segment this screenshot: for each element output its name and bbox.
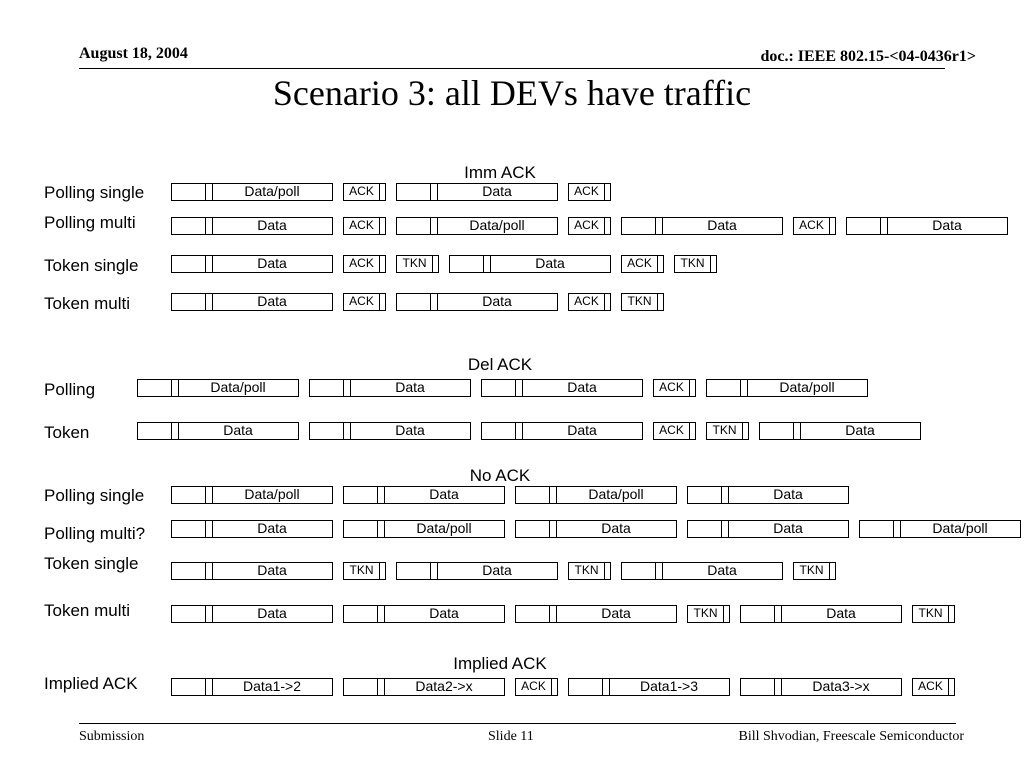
frame-label: TKN bbox=[402, 256, 427, 270]
frame-field-divider bbox=[430, 563, 431, 579]
frame-label: Data bbox=[601, 605, 631, 621]
frame-label: Data/poll bbox=[210, 379, 266, 395]
frame-field-divider bbox=[604, 218, 605, 234]
section-heading: No ACK bbox=[469, 466, 531, 485]
frame-label: Data bbox=[482, 183, 512, 199]
token-frame bbox=[706, 422, 749, 440]
row-label: Implied ACK bbox=[44, 674, 138, 693]
section-heading: Implied ACK bbox=[453, 654, 547, 673]
token-frame bbox=[396, 255, 439, 273]
footer-submission: Submission bbox=[79, 729, 145, 744]
frame-label: Data bbox=[429, 486, 459, 502]
token-frame bbox=[343, 562, 386, 580]
row-label: Token single bbox=[44, 256, 139, 275]
data-frame bbox=[621, 217, 783, 235]
row-label: Polling single bbox=[44, 183, 145, 202]
frame-field-divider bbox=[171, 380, 172, 396]
row-label: Polling bbox=[44, 380, 96, 399]
frame-label: ACK bbox=[574, 218, 599, 232]
frame-label: Data1->3 bbox=[640, 678, 698, 694]
frame-field-divider bbox=[880, 218, 881, 234]
frame-label: Data bbox=[257, 255, 287, 271]
ack-frame bbox=[515, 678, 558, 696]
frame-label: Data bbox=[845, 422, 875, 438]
frame-label: Data bbox=[257, 217, 287, 233]
frame-field-divider bbox=[377, 521, 378, 537]
frame-label: ACK bbox=[349, 218, 374, 232]
frame-field-divider bbox=[379, 218, 380, 234]
frame-field-divider bbox=[205, 606, 206, 622]
frame-field-divider bbox=[205, 218, 206, 234]
frame-field-divider bbox=[829, 218, 830, 234]
frame-field-divider bbox=[430, 218, 431, 234]
frame-field-divider bbox=[723, 606, 724, 622]
frame-field-divider bbox=[432, 256, 433, 272]
frame-label: ACK bbox=[349, 256, 374, 270]
data-frame bbox=[343, 520, 505, 538]
frame-field-divider bbox=[379, 256, 380, 272]
data-frame bbox=[515, 605, 677, 623]
frame-label: Data/poll bbox=[244, 486, 300, 502]
frame-label: Data bbox=[567, 379, 597, 395]
token-frame bbox=[568, 562, 611, 580]
data-frame bbox=[171, 678, 333, 696]
data-frame bbox=[171, 605, 333, 623]
section-heading: Imm ACK bbox=[464, 163, 536, 182]
data-frame bbox=[515, 486, 677, 504]
frame-field-divider bbox=[205, 184, 206, 200]
frame-label: TKN bbox=[918, 606, 943, 620]
frame-label: Data bbox=[707, 562, 737, 578]
data-frame bbox=[740, 678, 902, 696]
data-frame bbox=[515, 520, 677, 538]
frame-field-divider bbox=[377, 487, 378, 503]
ack-frame bbox=[343, 217, 386, 235]
frame-label: Data bbox=[707, 217, 737, 233]
frame-field-divider bbox=[379, 563, 380, 579]
frame-label: Data bbox=[567, 422, 597, 438]
ack-frame bbox=[621, 255, 664, 273]
data-frame bbox=[621, 562, 783, 580]
data-frame bbox=[171, 217, 333, 235]
frame-label: TKN bbox=[693, 606, 718, 620]
ack-frame bbox=[912, 678, 955, 696]
token-frame bbox=[687, 605, 730, 623]
row-label: Polling single bbox=[44, 486, 145, 505]
frame-label: Data/poll bbox=[932, 520, 988, 536]
frame-field-divider bbox=[689, 380, 690, 396]
header-rule bbox=[79, 68, 945, 69]
frame-label: Data/poll bbox=[469, 217, 525, 233]
frame-label: Data3->x bbox=[812, 678, 870, 694]
frame-field-divider bbox=[343, 423, 344, 439]
slide-title: Scenario 3: all DEVs have traffic bbox=[272, 73, 752, 113]
frame-label: Data/poll bbox=[588, 486, 644, 502]
frame-label: Data bbox=[482, 293, 512, 309]
header-doc-id: doc.: IEEE 802.15-<04-0436r1> bbox=[760, 48, 976, 65]
data-frame bbox=[137, 422, 299, 440]
frame-label: Data2->x bbox=[415, 678, 473, 694]
frame-field-divider bbox=[205, 563, 206, 579]
token-frame bbox=[674, 255, 717, 273]
frame-field-divider bbox=[721, 487, 722, 503]
frame-label: TKN bbox=[627, 294, 652, 308]
frame-field-divider bbox=[655, 563, 656, 579]
frame-field-divider bbox=[604, 184, 605, 200]
frame-field-divider bbox=[343, 380, 344, 396]
frame-field-divider bbox=[657, 256, 658, 272]
data-frame bbox=[396, 293, 558, 311]
frame-field-divider bbox=[171, 423, 172, 439]
data-frame bbox=[687, 520, 849, 538]
frame-field-divider bbox=[740, 380, 741, 396]
frame-label: Data/poll bbox=[416, 520, 472, 536]
frame-label: ACK bbox=[799, 218, 824, 232]
frame-field-divider bbox=[483, 256, 484, 272]
frame-field-divider bbox=[515, 380, 516, 396]
ack-frame bbox=[343, 293, 386, 311]
data-frame bbox=[568, 678, 730, 696]
frame-field-divider bbox=[377, 606, 378, 622]
frame-label: Data bbox=[429, 605, 459, 621]
row-label: Token multi bbox=[44, 601, 130, 620]
frame-field-divider bbox=[710, 256, 711, 272]
frame-label: ACK bbox=[659, 380, 684, 394]
frame-label: Data bbox=[932, 217, 962, 233]
footer-author: Bill Shvodian, Freescale Semiconductor bbox=[738, 729, 964, 744]
frame-label: ACK bbox=[627, 256, 652, 270]
frame-field-divider bbox=[379, 294, 380, 310]
data-frame bbox=[171, 255, 333, 273]
frame-field-divider bbox=[655, 218, 656, 234]
frame-field-divider bbox=[948, 606, 949, 622]
data-frame bbox=[343, 678, 505, 696]
frame-field-divider bbox=[205, 487, 206, 503]
frame-field-divider bbox=[549, 521, 550, 537]
frame-label: Data bbox=[773, 486, 803, 502]
frame-field-divider bbox=[205, 679, 206, 695]
data-frame bbox=[449, 255, 611, 273]
frame-field-divider bbox=[721, 521, 722, 537]
frame-label: Data bbox=[535, 255, 565, 271]
data-frame bbox=[740, 605, 902, 623]
data-frame bbox=[846, 217, 1008, 235]
frame-field-divider bbox=[774, 606, 775, 622]
frame-field-divider bbox=[774, 679, 775, 695]
frame-field-divider bbox=[829, 563, 830, 579]
data-frame bbox=[396, 562, 558, 580]
frame-label: TKN bbox=[574, 563, 599, 577]
frame-label: TKN bbox=[349, 563, 374, 577]
frame-field-divider bbox=[948, 679, 949, 695]
frame-label: ACK bbox=[918, 679, 943, 693]
frame-label: Data/poll bbox=[779, 379, 835, 395]
frame-field-divider bbox=[549, 606, 550, 622]
frame-label: ACK bbox=[574, 294, 599, 308]
data-frame bbox=[706, 379, 868, 397]
frame-field-divider bbox=[551, 679, 552, 695]
data-frame bbox=[171, 293, 333, 311]
frame-label: TKN bbox=[712, 423, 737, 437]
ack-frame bbox=[343, 255, 386, 273]
frame-field-divider bbox=[205, 521, 206, 537]
token-frame bbox=[621, 293, 664, 311]
frame-field-divider bbox=[604, 563, 605, 579]
frame-field-divider bbox=[604, 294, 605, 310]
frame-label: ACK bbox=[659, 423, 684, 437]
data-frame bbox=[171, 520, 333, 538]
data-frame bbox=[137, 379, 299, 397]
frame-field-divider bbox=[689, 423, 690, 439]
data-frame bbox=[481, 422, 643, 440]
row-label: Token bbox=[44, 423, 90, 442]
token-frame bbox=[793, 562, 836, 580]
data-frame bbox=[171, 183, 333, 201]
row-label: Token single bbox=[44, 554, 139, 573]
frame-field-divider bbox=[515, 423, 516, 439]
data-frame bbox=[171, 562, 333, 580]
data-frame bbox=[309, 422, 471, 440]
data-frame bbox=[343, 486, 505, 504]
section-heading: Del ACK bbox=[467, 355, 533, 374]
data-frame bbox=[343, 605, 505, 623]
row-label: Polling multi? bbox=[44, 524, 146, 543]
frame-label: Data bbox=[395, 422, 425, 438]
data-frame bbox=[481, 379, 643, 397]
frame-field-divider bbox=[602, 679, 603, 695]
frame-field-divider bbox=[379, 184, 380, 200]
frame-label: Data bbox=[482, 562, 512, 578]
frame-label: Data bbox=[257, 605, 287, 621]
frame-field-divider bbox=[205, 294, 206, 310]
frame-label: ACK bbox=[521, 679, 546, 693]
frame-field-divider bbox=[430, 294, 431, 310]
frame-label: Data bbox=[257, 562, 287, 578]
token-frame bbox=[912, 605, 955, 623]
row-label: Polling multi bbox=[44, 213, 136, 232]
data-frame bbox=[396, 217, 558, 235]
frame-label: Data bbox=[257, 520, 287, 536]
frame-label: TKN bbox=[680, 256, 705, 270]
frame-label: Data bbox=[257, 293, 287, 309]
frame-field-divider bbox=[205, 256, 206, 272]
frame-field-divider bbox=[430, 184, 431, 200]
frame-label: Data1->2 bbox=[243, 678, 301, 694]
frame-field-divider bbox=[742, 423, 743, 439]
frame-label: Data bbox=[601, 520, 631, 536]
data-frame bbox=[171, 486, 333, 504]
frame-label: Data/poll bbox=[244, 183, 300, 199]
frame-label: Data bbox=[773, 520, 803, 536]
frame-label: Data bbox=[395, 379, 425, 395]
ack-frame bbox=[568, 293, 611, 311]
data-frame bbox=[859, 520, 1021, 538]
frame-label: Data bbox=[826, 605, 856, 621]
ack-frame bbox=[653, 379, 696, 397]
frame-field-divider bbox=[893, 521, 894, 537]
header-date: August 18, 2004 bbox=[79, 45, 188, 62]
frame-field-divider bbox=[657, 294, 658, 310]
frame-field-divider bbox=[549, 487, 550, 503]
ack-frame bbox=[343, 183, 386, 201]
footer-rule bbox=[79, 723, 956, 724]
ack-frame bbox=[568, 217, 611, 235]
frame-label: ACK bbox=[349, 294, 374, 308]
frame-field-divider bbox=[793, 423, 794, 439]
data-frame bbox=[687, 486, 849, 504]
frame-label: Data bbox=[223, 422, 253, 438]
ack-frame bbox=[568, 183, 611, 201]
data-frame bbox=[759, 422, 921, 440]
ack-frame bbox=[653, 422, 696, 440]
footer-slide-number: Slide 11 bbox=[488, 729, 534, 744]
ack-frame bbox=[793, 217, 836, 235]
data-frame bbox=[396, 183, 558, 201]
frame-label: ACK bbox=[574, 184, 599, 198]
frame-field-divider bbox=[377, 679, 378, 695]
frame-label: TKN bbox=[799, 563, 824, 577]
row-label: Token multi bbox=[44, 294, 130, 313]
data-frame bbox=[309, 379, 471, 397]
frame-label: ACK bbox=[349, 184, 374, 198]
